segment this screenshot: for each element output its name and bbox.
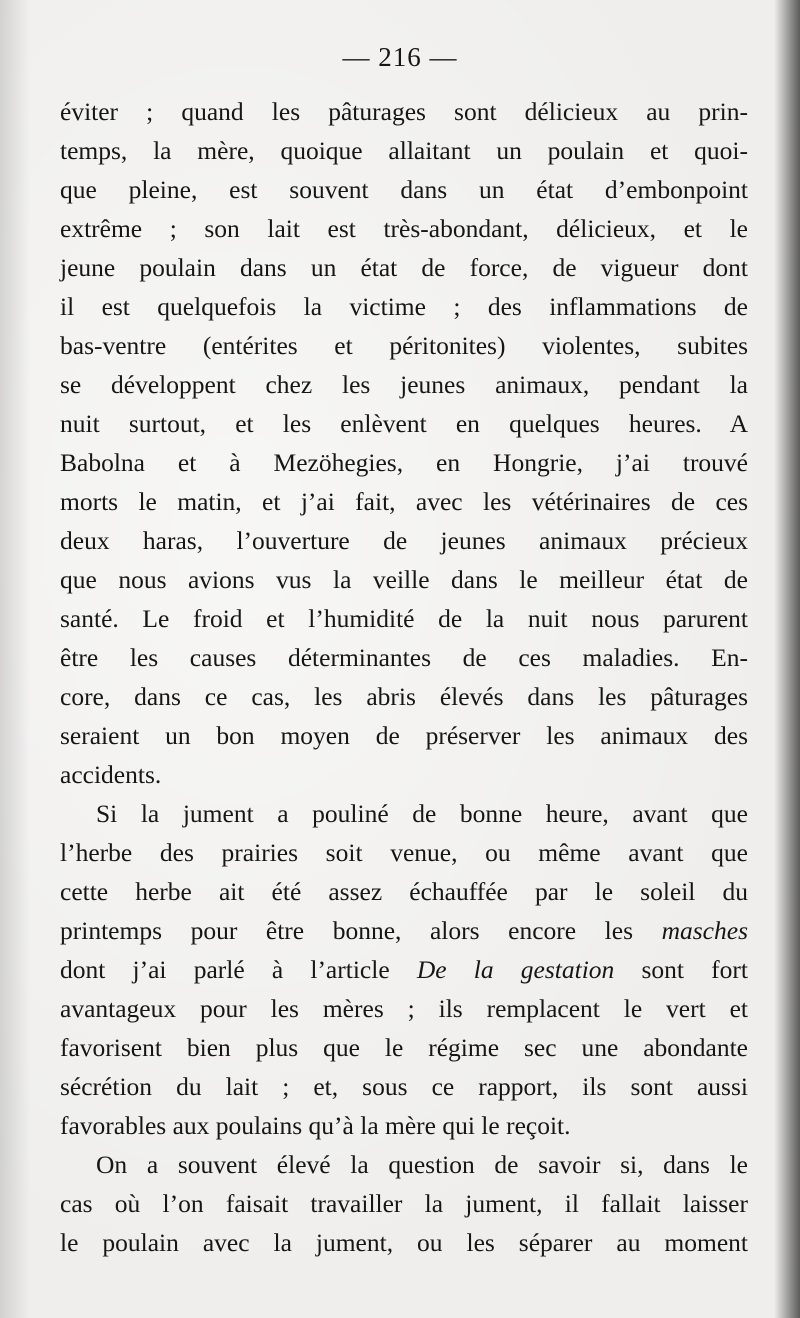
text-line-mixed [60, 950, 748, 989]
text-line: sécrétion du lait ; et, sous ce rapport, ils sont aussi [60, 1072, 748, 1101]
text-line: le poulain avec la jument, ou les séparer au moment [60, 1228, 748, 1257]
text-line: avantageux pour les mères ; ils remplacent le vert et [60, 994, 748, 1023]
text-line: nuit surtout, et les enlèvent en quelques heures. A [60, 409, 748, 438]
text-line: accidents. [60, 760, 162, 789]
text-line: l’herbe des prairies soit venue, ou même avant que [60, 838, 748, 867]
text-line: extrême ; son lait est très-abondant, délicieux, et le [60, 214, 748, 243]
body-text [60, 92, 748, 1262]
text-line: deux haras, l’ouverture de jeunes animaux précieux [60, 526, 748, 555]
text-line: temps, la mère, quoique allaitant un poulain et quoi- [60, 136, 748, 165]
page-number: — 216 — [342, 42, 458, 72]
text-line: morts le matin, et j’ai fait, avec les vétérinaires de ces [60, 487, 748, 516]
italic-term: masches [661, 916, 748, 945]
text-line: santé. Le froid et l’humidité de la nuit nous parurent [60, 604, 748, 633]
text-line: jeune poulain dans un état de force, de vigueur dont [60, 253, 748, 282]
paragraph-1 [60, 92, 748, 794]
text-line: seraient un bon moyen de préserver les animaux des [60, 721, 748, 750]
text-line: éviter ; quand les pâturages sont délicieux au prin- [60, 97, 748, 126]
text-line-mixed [60, 911, 748, 950]
text-segment: printemps pour être bonne, alors encore les [60, 916, 633, 945]
text-line: se développent chez les jeunes animaux, pendant la [60, 370, 748, 399]
text-line: Si la jument a pouliné de bonne heure, avant que [96, 799, 748, 828]
text-line: bas-ventre (entérites et péritonites) violentes, subites [60, 331, 748, 360]
text-line: que pleine, est souvent dans un état d’embonpoint [60, 175, 748, 204]
page-gutter-shadow [0, 0, 30, 1318]
paragraph-3 [60, 1145, 748, 1262]
text-segment: dont j’ai parlé à l’article [60, 955, 390, 984]
text-line: cas où l’on faisait travailler la jument, il fallait laisser [60, 1189, 748, 1218]
page-edge-shadow [774, 0, 800, 1318]
paragraph-2 [60, 794, 748, 1145]
text-line: que nous avions vus la veille dans le meilleur état de [60, 565, 748, 594]
text-line: core, dans ce cas, les abris élevés dans les pâturages [60, 682, 748, 711]
text-line: être les causes déterminantes de ces maladies. En- [60, 643, 748, 672]
italic-title: De la gestation [416, 955, 615, 984]
text-line: Babolna et à Mezöhegies, en Hongrie, j’ai trouvé [60, 448, 748, 477]
text-segment: sont fort [614, 955, 749, 984]
text-line: On a souvent élevé la question de savoir si, dans le [96, 1150, 748, 1179]
text-line: il est quelquefois la victime ; des inflammations de [60, 292, 748, 321]
text-line: cette herbe ait été assez échauffée par le soleil du [60, 877, 748, 906]
text-line: favorisent bien plus que le régime sec une abondante [60, 1033, 748, 1062]
text-line: favorables aux poulains qu’à la mère qui le reçoit. [60, 1111, 571, 1140]
